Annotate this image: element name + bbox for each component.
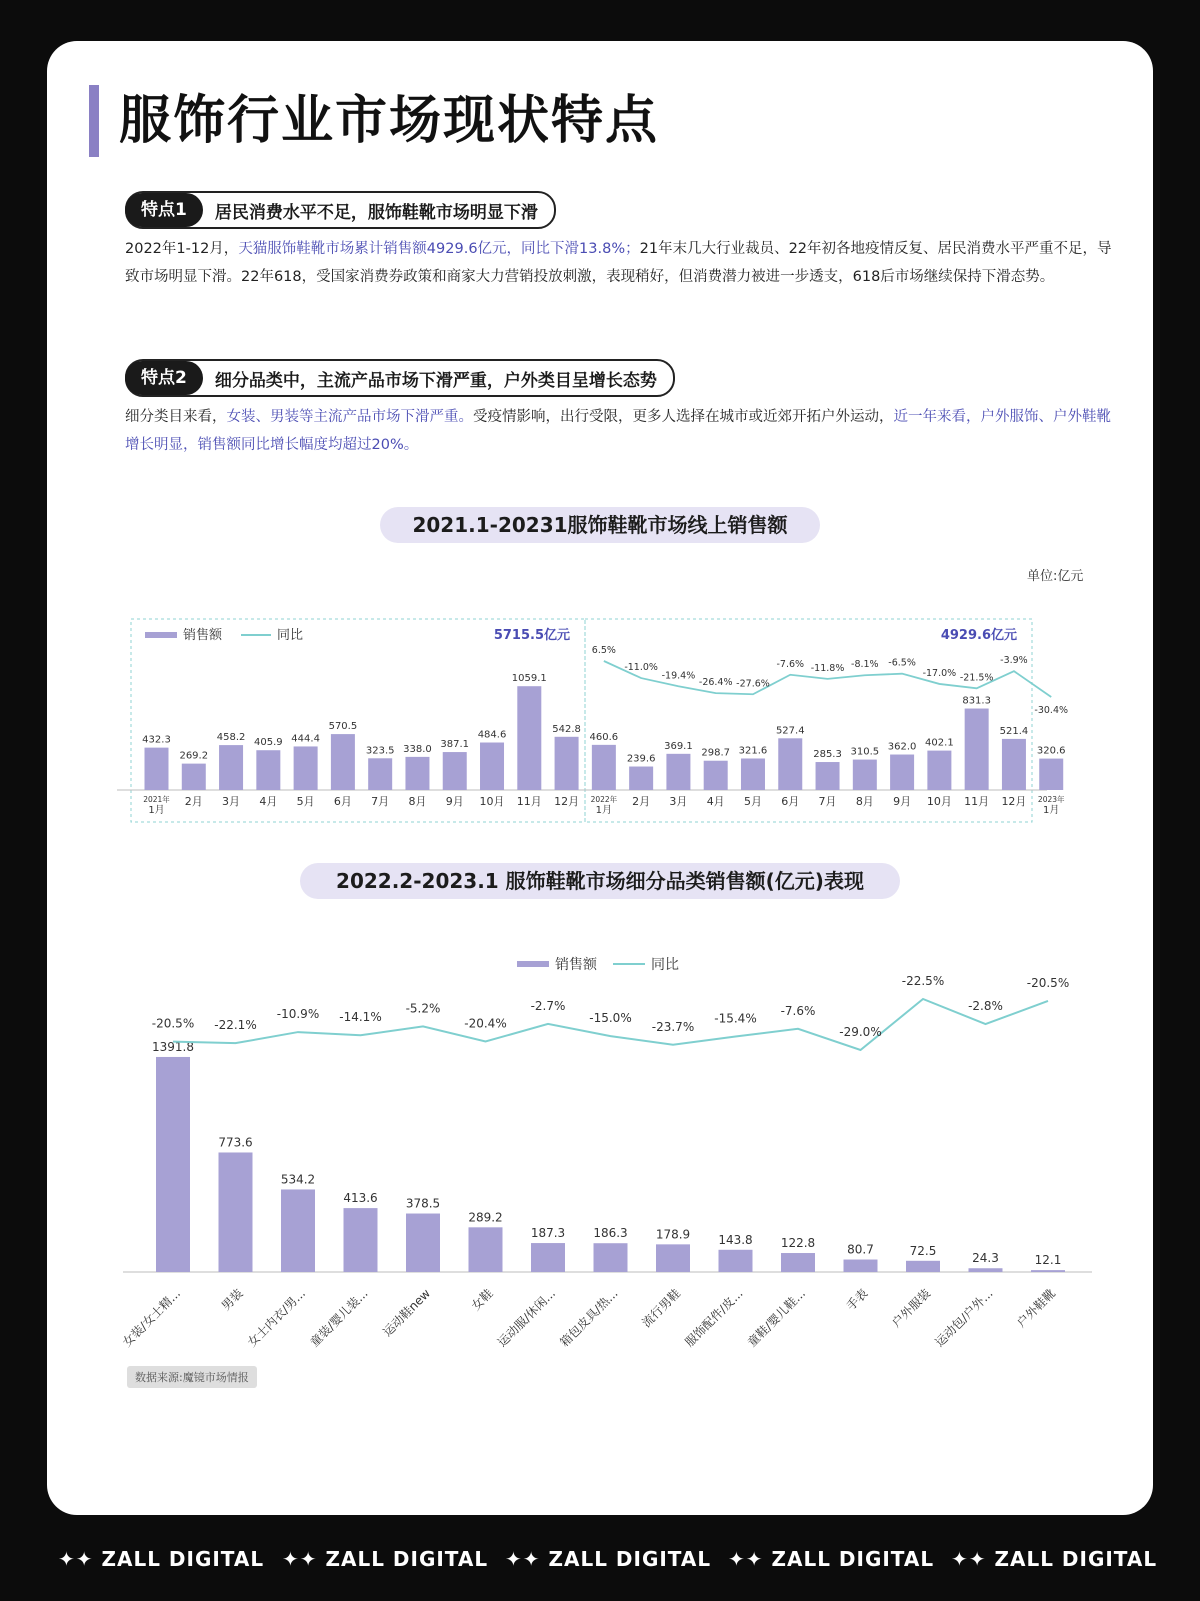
chart1-unit: 单位:亿元 <box>1027 569 1084 584</box>
chart1-bar <box>629 767 653 790</box>
chart1-x-label: 1月 <box>1043 805 1060 816</box>
chart1-yoy-label: -6.5% <box>888 657 916 669</box>
chart2-title: 2022.2-2023.1 服饰鞋靴市场细分品类销售额(亿元)表现 <box>300 863 900 899</box>
chart1-x-label: 5月 <box>296 795 315 808</box>
chart1-yoy-label: -21.5% <box>959 672 994 684</box>
chart1-value-label: 527.4 <box>775 725 805 737</box>
chart2-value-label: 178.9 <box>655 1227 691 1242</box>
chart2-yoy-label: -15.0% <box>589 1011 632 1026</box>
chart2-yoy-label: -10.9% <box>276 1007 320 1022</box>
chart1-x-label: 7月 <box>818 795 837 808</box>
feature2-text-3: 受疫情影响，出行受限，更多人选择在城市或近郊开拓户外运动， <box>473 409 894 425</box>
chart2-value-label: 289.2 <box>468 1210 503 1225</box>
footer-brand-4: ✦✦ ZALL DIGITAL <box>728 1547 935 1571</box>
chart1-bar <box>368 758 392 790</box>
chart2-bar <box>781 1253 815 1272</box>
chart1-value-label: 484.6 <box>477 729 507 741</box>
chart2-bar <box>344 1208 378 1272</box>
chart1-legend-bar-label: 销售额 <box>183 628 223 643</box>
chart2-yoy-label: -22.5% <box>901 974 945 988</box>
chart1-x-label: 4月 <box>706 795 725 808</box>
chart1-legend-line-label: 同比 <box>277 628 304 643</box>
chart1-box-2021 <box>131 619 585 822</box>
chart1-value-label: 831.3 <box>962 695 991 707</box>
footer-brand-3: ✦✦ ZALL DIGITAL <box>505 1547 712 1571</box>
chart1-value-label: 320.6 <box>1036 745 1066 757</box>
chart1-bar <box>219 745 243 790</box>
footer-brand-5: ✦✦ ZALL DIGITAL <box>951 1547 1158 1571</box>
chart1-value-label: 1059.1 <box>511 673 547 685</box>
chart2-bar <box>844 1260 878 1272</box>
chart2-yoy-label: -14.1% <box>339 1010 382 1025</box>
chart2-value-label: 72.5 <box>909 1243 937 1258</box>
chart1-yoy-label: 6.5% <box>591 645 616 656</box>
chart2-yoy-label: -20.5% <box>1026 975 1070 990</box>
chart1-x-label: 11月 <box>964 795 990 808</box>
chart2-x-label: 户外鞋靴 <box>1014 1286 1059 1331</box>
chart1-x-label: 5月 <box>743 795 762 808</box>
chart1-bar <box>778 738 802 790</box>
chart2-value-label: 378.5 <box>405 1196 441 1211</box>
feature1-text-highlight: 天猫服饰鞋靴市场累计销售额4929.6亿元，同比下滑13.8%； <box>238 241 640 257</box>
chart1-yoy-label: -11.0% <box>624 662 658 674</box>
chart2-x-label: 运动包/户外... <box>932 1286 996 1350</box>
chart1-x-label: 8月 <box>408 795 427 808</box>
chart1-bar <box>816 762 840 790</box>
chart1-value-label: 521.4 <box>999 725 1029 737</box>
chart1-x-label: 7月 <box>371 795 390 808</box>
chart2-x-label: 男装 <box>218 1286 246 1314</box>
chart2-x-label: 女士内衣/男... <box>244 1286 309 1350</box>
chart2-x-label: 手表 <box>843 1286 871 1314</box>
chart2-x-label: 童装/婴儿装... <box>307 1286 371 1350</box>
chart2-x-label: 女装/女士精... <box>119 1286 184 1350</box>
chart2-value-label: 534.2 <box>280 1172 316 1187</box>
chart2-value-label: 187.3 <box>530 1226 566 1241</box>
chart1-yoy-label: -11.8% <box>810 662 845 674</box>
chart1-bar <box>666 754 690 790</box>
chart1-value-label: 298.7 <box>701 747 731 759</box>
chart1-x-label: 6月 <box>781 795 800 808</box>
chart1-yoy-label: -19.4% <box>661 670 696 682</box>
chart1-legend-bar-swatch <box>145 632 177 638</box>
chart1-x-label: 11月 <box>516 795 542 808</box>
chart1-value-label: 432.3 <box>142 734 171 746</box>
chart1-x-label: 8月 <box>855 795 874 808</box>
chart1-value-label: 402.1 <box>925 737 954 749</box>
chart2-bar <box>531 1243 565 1272</box>
chart1-bar <box>704 761 728 790</box>
chart2-value-label: 12.1 <box>1034 1253 1062 1268</box>
chart1-yoy-label: -17.0% <box>922 667 957 679</box>
chart2-bar <box>281 1189 315 1272</box>
chart2-yoy-label: -2.8% <box>968 999 1003 1014</box>
chart1-value-label: 269.2 <box>179 750 209 762</box>
chart1-value-label: 460.6 <box>589 731 619 743</box>
chart1-bar <box>256 750 280 790</box>
chart1-value-label: 338.0 <box>403 743 432 755</box>
chart1-bar <box>927 751 951 790</box>
chart2-bar <box>594 1243 628 1272</box>
chart1-value-label: 405.9 <box>254 737 283 749</box>
feature2-header <box>125 359 675 397</box>
chart2-legend-line-label: 同比 <box>651 957 679 973</box>
chart1-x-label: 1月 <box>148 805 165 816</box>
chart1-yoy-label: -27.6% <box>736 678 770 690</box>
chart1-x-label: 4月 <box>259 795 278 808</box>
chart1-total-2022: 4929.6亿元 <box>940 628 1017 643</box>
chart2-yoy-label: -22.1% <box>214 1018 257 1033</box>
chart1-yoy-label: -3.9% <box>1000 655 1028 667</box>
chart2-x-label: 户外服装 <box>889 1286 934 1331</box>
chart2-value-label: 24.3 <box>972 1251 999 1266</box>
chart2-yoy-label: -20.5% <box>151 1016 195 1031</box>
chart1-value-label: 458.2 <box>216 732 246 744</box>
title-accent-bar <box>89 85 99 157</box>
chart1-bar <box>294 746 318 790</box>
chart2-value-label: 122.8 <box>780 1236 816 1251</box>
footer-brand-2: ✦✦ ZALL DIGITAL <box>282 1547 489 1571</box>
chart2-x-label: 运动鞋new <box>380 1286 434 1340</box>
chart2-x-label: 服饰配件/皮... <box>682 1286 746 1350</box>
feature1-text-post: 21年末几大行业裁员、22年初各地疫情反复、居民消费水平严重不足，导致市场明显下滑。22年618，受国家消费券政策和商家大力营销投放刺激，表现稍好，但消费潜力被进一步透支，618后市场继续保持下滑态势。 <box>125 241 1112 285</box>
chart1-value-label: 362.0 <box>887 741 917 753</box>
chart1-total-2021: 5715.5亿元 <box>493 628 570 643</box>
chart2-bar <box>906 1261 940 1272</box>
data-source-label: 数据来源:魔镜市场情报 <box>127 1366 257 1388</box>
chart2-x-label: 女鞋 <box>468 1286 496 1314</box>
chart2-value-label: 143.8 <box>718 1232 753 1247</box>
chart2-legend-bar-swatch <box>517 961 549 967</box>
chart2-yoy-label: -5.2% <box>405 1001 441 1016</box>
chart1-bar <box>965 709 989 790</box>
chart1-yoy-label: -7.6% <box>776 658 805 670</box>
chart1-value-label: 542.8 <box>552 723 581 735</box>
feature2-tag: 特点2 <box>125 361 203 395</box>
chart1-x-label: 3月 <box>222 795 241 808</box>
feature2-text-1: 细分类目来看， <box>125 409 227 425</box>
feature1-paragraph <box>125 235 1115 291</box>
chart1-x-label-year: 2022年 <box>590 795 618 804</box>
chart1-bar <box>555 737 579 790</box>
feature2-headline: 细分品类中，主流产品市场下滑严重，户外类目呈增长态势 <box>214 370 657 391</box>
chart2-yoy-label: -7.6% <box>780 1003 816 1018</box>
chart1-x-label-year: 2023年 <box>1037 795 1065 804</box>
chart1-value-label: 387.1 <box>440 739 470 751</box>
chart2-yoy-label: -23.7% <box>651 1019 695 1034</box>
chart1-bar <box>182 764 206 790</box>
chart1-bar <box>592 745 616 790</box>
report-card <box>47 41 1153 1515</box>
chart2-svg <box>47 901 1153 1371</box>
chart1-yoy-label: -30.4% <box>1034 705 1069 716</box>
chart2-yoy-label: -20.4% <box>464 1016 507 1031</box>
chart1-bar <box>890 755 914 790</box>
chart2-bar <box>219 1152 253 1272</box>
chart1-title: 2021.1-20231服饰鞋靴市场线上销售额 <box>380 507 820 543</box>
chart2-legend-bar-label: 销售额 <box>555 957 597 973</box>
chart2-x-label: 流行男鞋 <box>639 1286 684 1331</box>
chart1-svg <box>47 571 1153 831</box>
chart2-bar <box>719 1250 753 1272</box>
chart2-yoy-label: -2.7% <box>530 998 566 1013</box>
chart1-bar <box>145 748 169 790</box>
chart2-x-label: 箱包皮具/热... <box>557 1286 621 1350</box>
chart1-value-label: 321.6 <box>738 745 768 757</box>
page-title: 服饰行业市场现状特点 <box>119 91 660 151</box>
chart1-value-label: 369.1 <box>664 740 693 752</box>
chart1-value-label: 285.3 <box>813 749 842 761</box>
chart1-bar <box>1039 759 1063 790</box>
chart2-bar <box>156 1057 190 1272</box>
chart1-bar <box>741 758 765 790</box>
chart1-yoy-label: -26.4% <box>698 677 733 689</box>
chart1-x-label: 3月 <box>669 795 688 808</box>
chart2-value-label: 413.6 <box>343 1191 378 1206</box>
feature2-paragraph <box>125 403 1115 459</box>
chart1-yoy-label: -8.1% <box>851 659 879 671</box>
chart1-x-label: 6月 <box>333 795 352 808</box>
chart1-x-label: 12月 <box>1001 795 1027 808</box>
chart2-bar <box>656 1244 690 1272</box>
chart1-bar <box>331 734 355 790</box>
feature2-text-2: 女装、男装等主流产品市场下滑严重。 <box>226 409 473 425</box>
chart1-value-label: 444.4 <box>291 733 320 745</box>
chart1-value-label: 239.6 <box>626 753 656 765</box>
footer-brand-1: ✦✦ ZALL DIGITAL <box>58 1547 265 1571</box>
feature1-headline: 居民消费水平不足，服饰鞋靴市场明显下滑 <box>214 202 538 223</box>
chart1-x-label: 10月 <box>479 795 505 808</box>
chart1-x-label: 12月 <box>554 795 580 808</box>
chart1-x-label: 2月 <box>184 795 203 808</box>
chart2-yoy-label: -29.0% <box>839 1025 882 1039</box>
chart2-yoy-label: -15.4% <box>714 1011 757 1026</box>
chart1-value-label: 323.5 <box>365 745 395 757</box>
chart1-x-label: 2月 <box>632 795 651 808</box>
chart1-x-label-year: 2021年 <box>143 795 170 804</box>
chart1-x-label: 9月 <box>893 795 912 808</box>
chart2-value-label: 1391.8 <box>152 1039 194 1054</box>
chart1-x-label: 1月 <box>595 805 613 816</box>
chart1-value-label: 310.5 <box>850 746 880 758</box>
chart2-value-label: 186.3 <box>593 1226 628 1241</box>
chart1-bar <box>1002 739 1026 790</box>
chart1-x-label: 10月 <box>926 795 952 808</box>
chart1-bar <box>853 760 877 790</box>
chart1-bar <box>405 757 429 790</box>
chart2-bar <box>969 1268 1003 1272</box>
feature2-text-4: 近一年来看，户外服饰、户外鞋靴增长明显，销售额同比增长幅度均超过20%。 <box>125 409 1111 453</box>
feature1-header <box>125 191 556 229</box>
chart2-value-label: 773.6 <box>218 1135 253 1150</box>
chart1-x-label: 9月 <box>445 795 464 808</box>
chart2-bar <box>406 1214 440 1272</box>
chart1-bar <box>480 743 504 790</box>
chart1-bar <box>443 752 467 790</box>
feature1-tag: 特点1 <box>125 193 203 227</box>
feature1-text-pre: 2022年1-12月， <box>125 241 239 257</box>
chart2-bar <box>469 1227 503 1272</box>
chart2-x-label: 运动服/休闲... <box>494 1286 559 1350</box>
chart1-bar <box>517 686 541 790</box>
chart2-value-label: 80.7 <box>847 1242 874 1257</box>
chart1-value-label: 570.5 <box>328 721 358 733</box>
chart2-bar <box>1031 1270 1065 1272</box>
chart2-x-label: 童鞋/婴儿鞋... <box>744 1286 809 1350</box>
